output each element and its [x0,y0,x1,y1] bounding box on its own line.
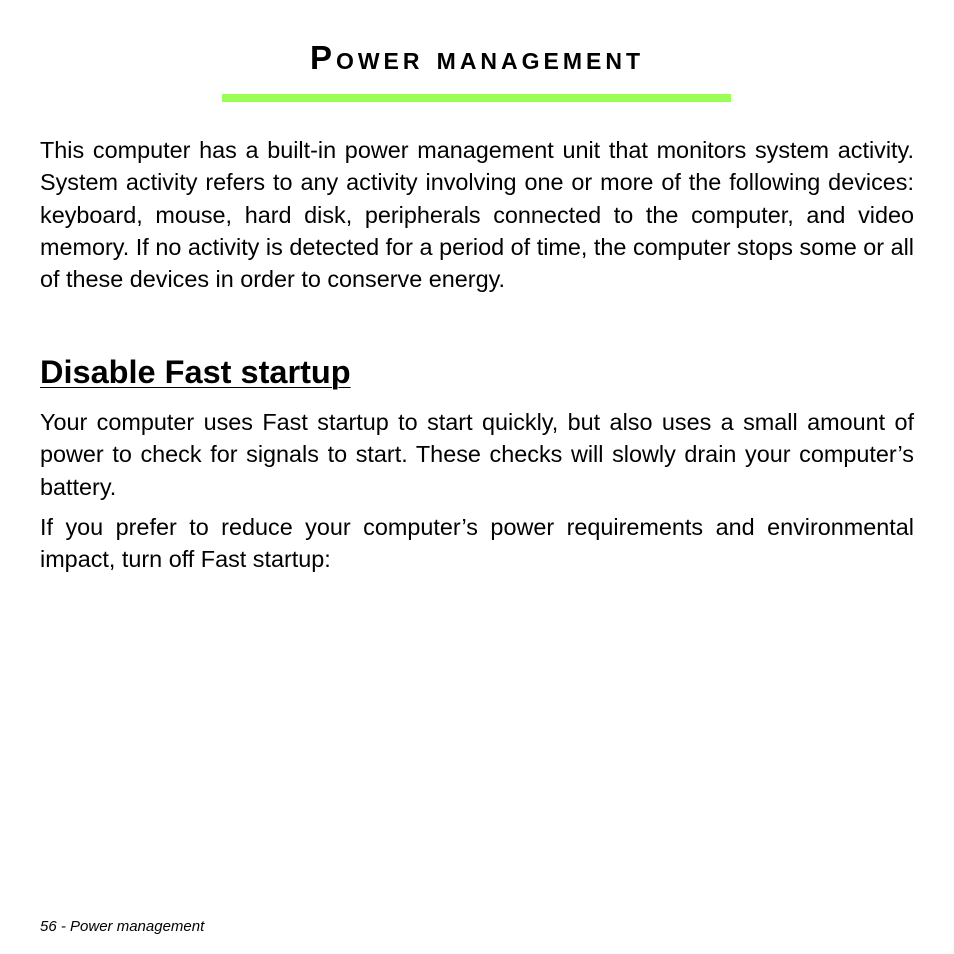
title-underline-bar [222,94,731,102]
fast-startup-paragraph: Your computer uses Fast startup to start quickly, but also uses a small amount of power to check for signals to start. These checks will slowly drain your computer’s battery. [40,409,914,500]
turn-off-paragraph: If you prefer to reduce your computer’s power requirements and environmental impact, turn off Fast startup: [40,514,914,573]
page-title: Power management [309,39,645,76]
section-heading: Disable Fast startup [40,354,351,390]
intro-paragraph: This computer has a built-in power management unit that monitors system activity. System activity refers to any activity involving one or more of the following devices: keyboard, mouse, hard disk, peripherals connected to the computer, and video memory. If no activity is detected for a period of time, the computer stops some or all of these devices in order to conserve energy. [40,137,914,293]
page-footer: 56 - Power management [40,918,205,935]
